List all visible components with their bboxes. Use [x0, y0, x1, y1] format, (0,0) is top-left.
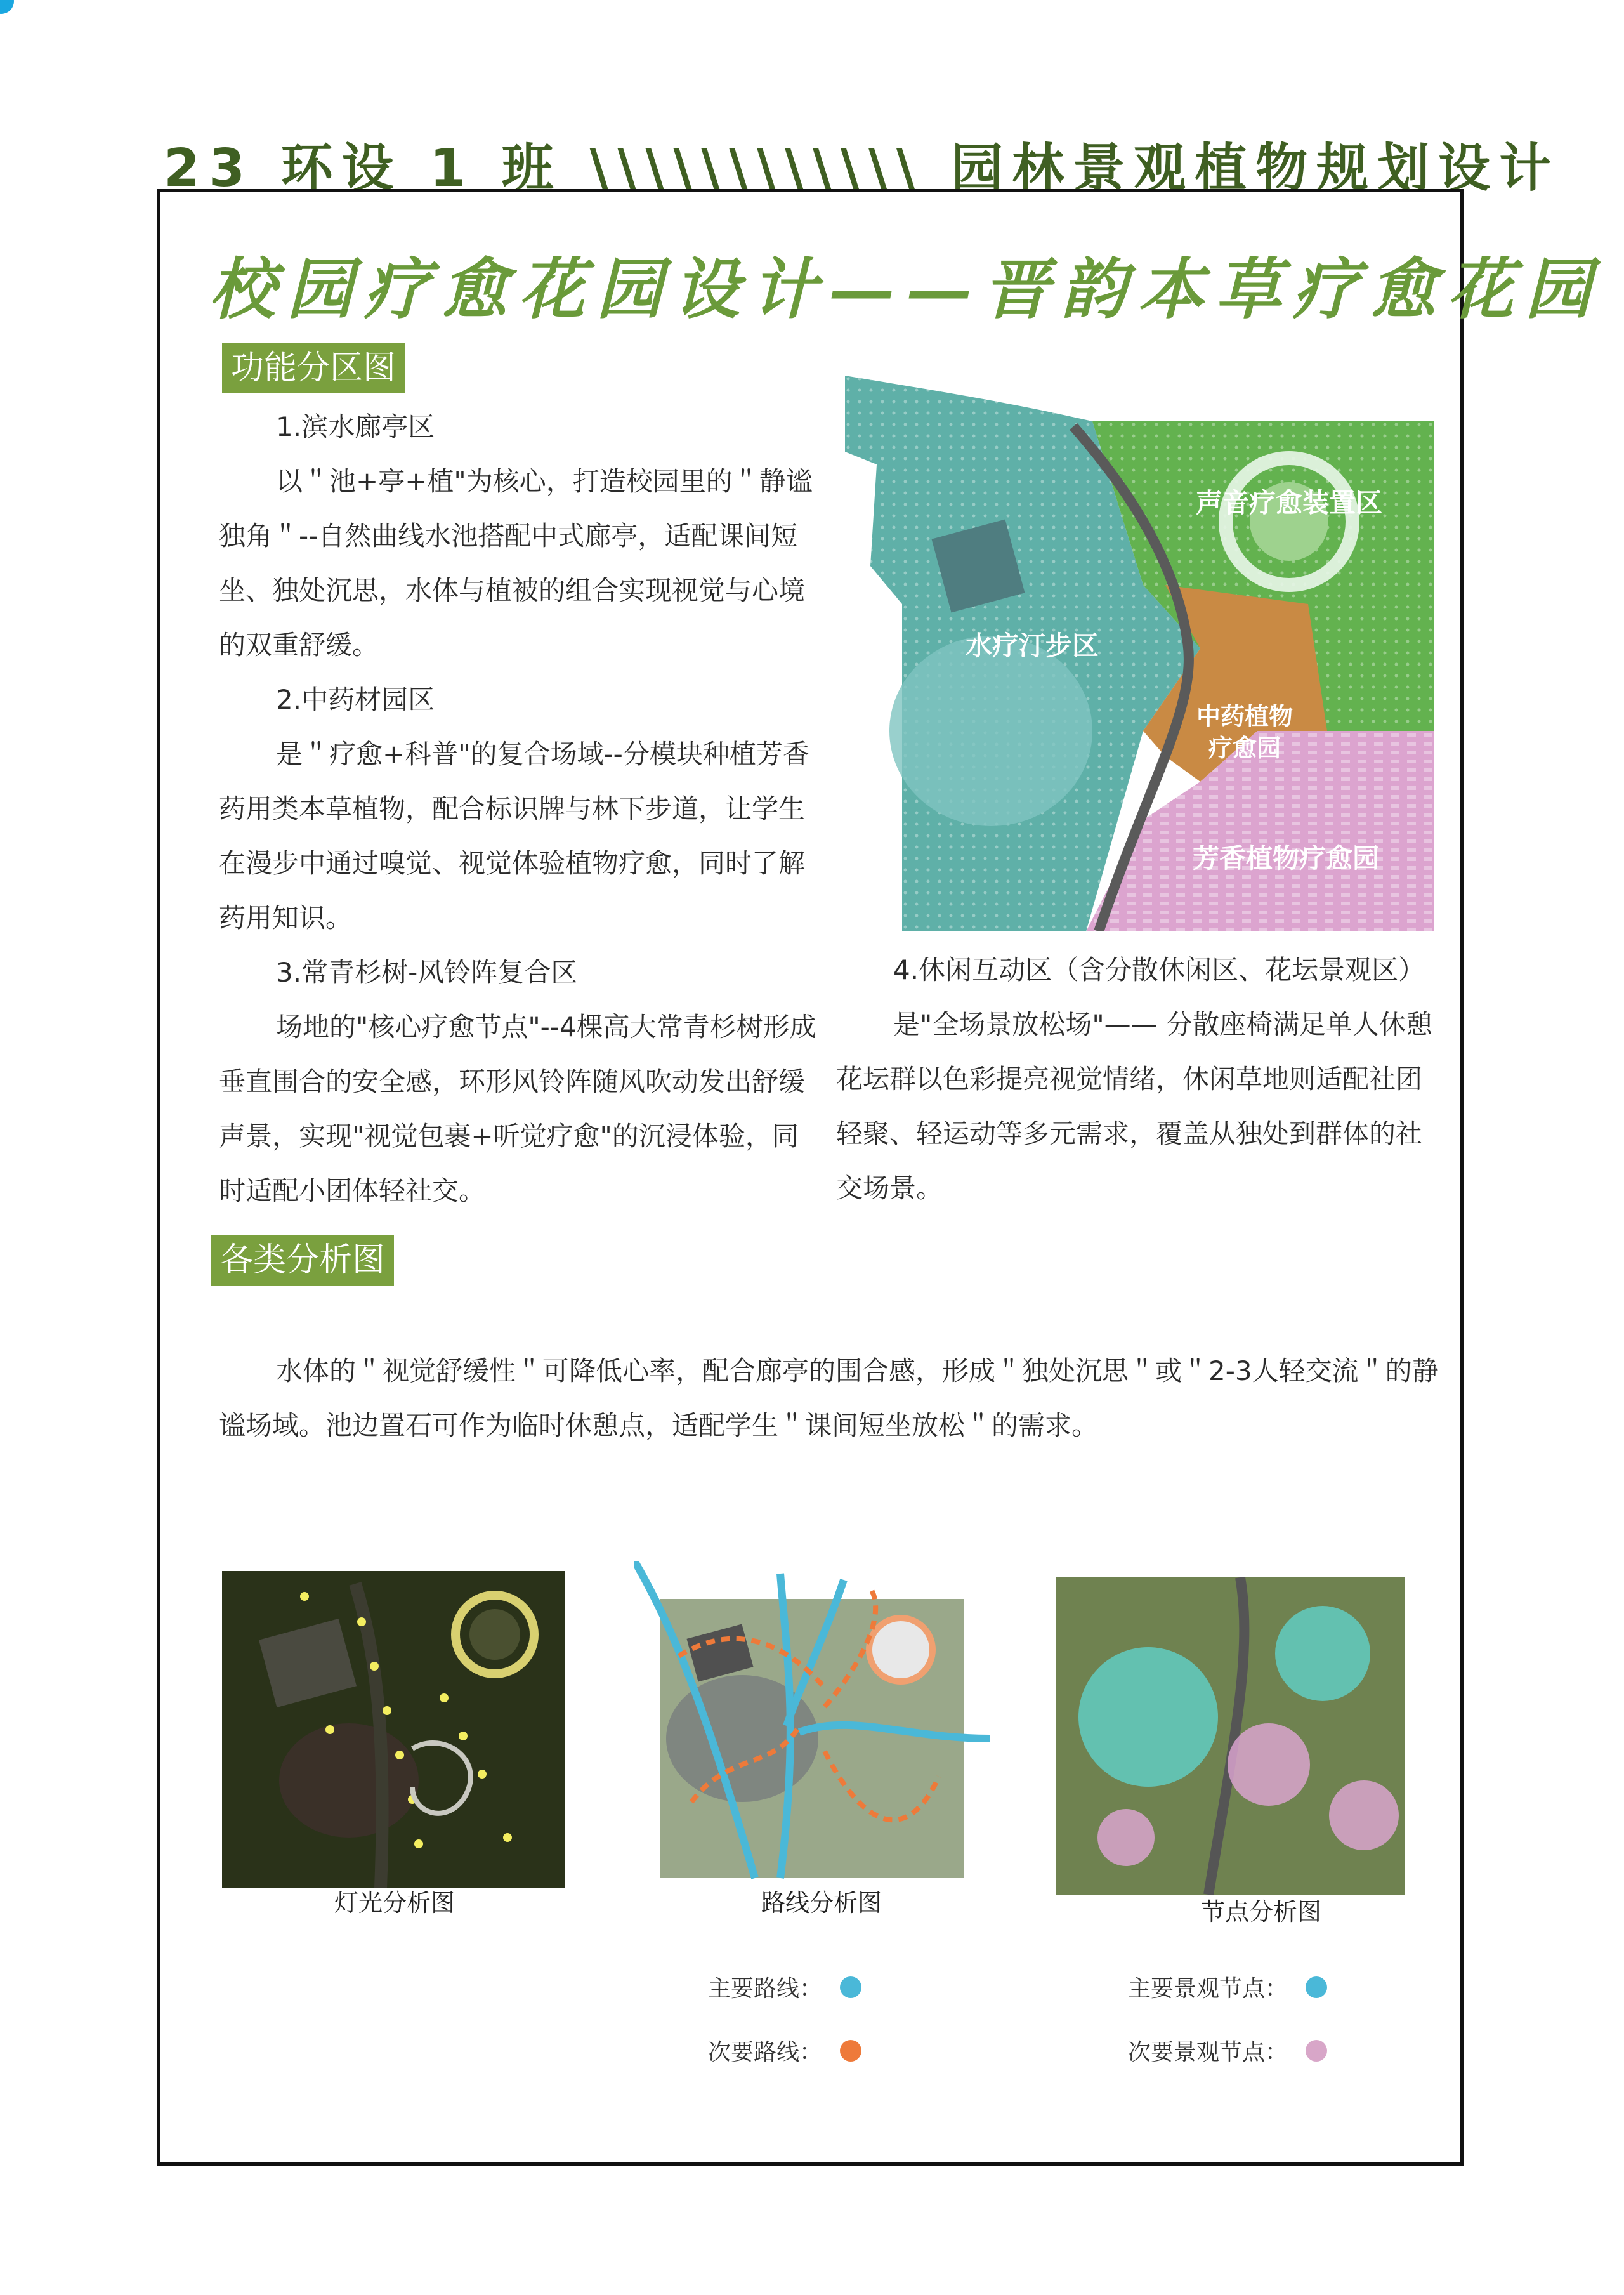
- label-herb-2: 疗愈园: [1208, 734, 1281, 762]
- legend-main-route-dot: [840, 1976, 861, 1998]
- legend-main-node: [1128, 1971, 1327, 2003]
- zone1-body: 以＂池+亭+植"为核心，打造校园里的＂静谧独角＂--自然曲线水池搭配中式廊亭，适配课间短坐、独处沉思，水体与植被的组合实现视觉与心境的双重舒缓。: [219, 466, 813, 661]
- legend-main-route-label: 主要路线：: [708, 1976, 823, 2002]
- corner-dot: [0, 0, 14, 14]
- secondary-node-2: [1329, 1780, 1399, 1850]
- main-node-1: [1078, 1647, 1218, 1787]
- zone3-heading: 3.常青杉树-风铃阵复合区: [276, 957, 578, 988]
- main-title: 校园疗愈花园设计——晋韵本草疗愈花园: [209, 250, 1603, 328]
- caption-route: 路线分析图: [761, 1889, 882, 1917]
- legend-main-route: [708, 1971, 861, 2003]
- label-sound: 声音疗愈装置区: [1195, 487, 1383, 518]
- legend-secondary-route: [708, 2034, 861, 2067]
- secondary-node-1: [1228, 1723, 1310, 1806]
- zone-text-right: [836, 943, 1439, 1216]
- section-label-analysis: 各类分析图: [211, 1235, 394, 1286]
- label-herb-1: 中药植物: [1196, 702, 1293, 730]
- legend-main-node-dot: [1306, 1976, 1327, 1998]
- node-map: [1056, 1577, 1405, 1895]
- zone-text-left: [219, 400, 822, 1218]
- secondary-node-3: [1097, 1809, 1155, 1866]
- zone4-body: 是"全场景放松场"—— 分散座椅满足单人休憩花坛群以色彩提亮视觉情绪，休闲草地则适配社团轻聚、轻运动等多元需求，覆盖从独处到群体的社交场景。: [836, 1009, 1432, 1204]
- label-aroma: 芳香植物疗愈园: [1192, 843, 1380, 874]
- zone2-heading: 2.中药材园区: [276, 684, 435, 715]
- zone1-heading: 1.滨水廊亭区: [276, 411, 435, 442]
- header-title: 23 环设 1 班 \\\\\\\\\\\\ 园林景观植物规划设计: [164, 138, 1561, 199]
- legend-secondary-node-label: 次要景观节点：: [1128, 2039, 1288, 2065]
- legend-main-node-label: 主要景观节点：: [1128, 1976, 1288, 2002]
- light-map: [222, 1571, 565, 1888]
- main-node-2: [1275, 1606, 1370, 1701]
- label-water: 水疗汀步区: [965, 630, 1099, 661]
- analysis-text: 水体的＂视觉舒缓性＂可降低心率，配合廊亭的围合感，形成＂独处沉思＂或＂2-3人轻交流＂的静谧场域。池边置石可作为临时休憩点，适配学生＂课间短坐放松＂的需求。: [219, 1355, 1439, 1441]
- zone4-heading: 4.休闲互动区（含分散休闲区、花坛景观区）: [893, 954, 1425, 985]
- route-map: [634, 1561, 990, 1884]
- caption-light: 灯光分析图: [334, 1889, 455, 1917]
- legend-secondary-route-dot: [840, 2040, 861, 2062]
- zone2-body: 是＂疗愈+科普"的复合场域--分模块种植芳香药用类本草植物，配合标识牌与林下步道，让学生在漫步中通过嗅觉、视觉体验植物疗愈，同时了解药用知识。: [219, 739, 809, 933]
- section-label-zoning: 功能分区图: [222, 343, 405, 393]
- pond-shape: [889, 636, 1092, 826]
- legend-secondary-route-label: 次要路线：: [708, 2039, 823, 2065]
- legend-secondary-node-dot: [1306, 2040, 1327, 2062]
- zone3-body: 场地的"核心疗愈节点"--4棵高大常青杉树形成垂直围合的安全感，环形风铃阵随风吹动发出舒缓声景，实现"视觉包裹+听觉疗愈"的沉浸体验，同时适配小团体轻社交。: [219, 1011, 816, 1206]
- zoning-map: [845, 376, 1434, 931]
- legend-secondary-node: [1128, 2034, 1327, 2067]
- caption-node: 节点分析图: [1201, 1898, 1322, 1926]
- analysis-paragraph: [219, 1344, 1443, 1453]
